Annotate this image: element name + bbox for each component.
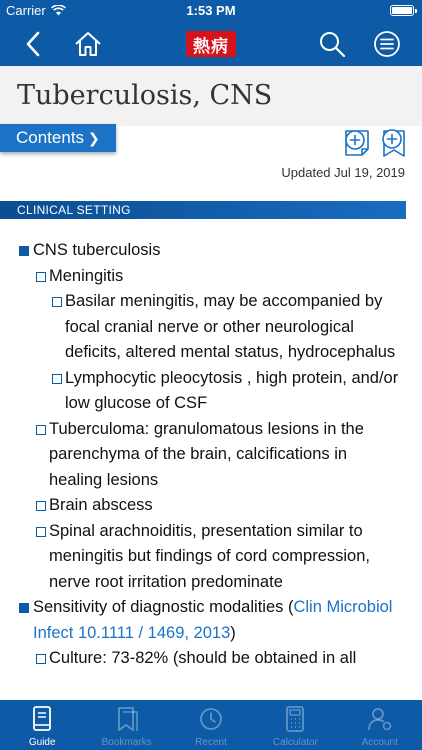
tab-label: Guide (28, 737, 56, 748)
list-item (0, 493, 422, 519)
hollow-square-bullet-icon (36, 501, 46, 511)
article-content (0, 238, 422, 700)
back-chevron-icon (25, 31, 41, 57)
list-item-text: Meningitis (49, 266, 124, 285)
recent-icon (198, 705, 224, 733)
tab-recent[interactable] (169, 700, 253, 750)
list-item (0, 595, 422, 646)
search-button[interactable] (316, 28, 348, 60)
filled-square-bullet-icon (19, 246, 29, 256)
status-bar (0, 0, 422, 22)
hollow-square-bullet-icon (36, 425, 46, 435)
page-title: Tuberculosis, CNS (17, 80, 273, 111)
hollow-square-bullet-icon (36, 272, 46, 282)
filled-square-bullet-icon (19, 603, 29, 613)
bookmarks-icon (114, 705, 140, 733)
tab-label: Bookmarks (101, 737, 152, 748)
list-item-text: ) (230, 623, 236, 642)
hollow-square-bullet-icon (52, 374, 62, 384)
search-icon (318, 30, 346, 58)
guide-icon (29, 705, 55, 733)
status-time: 1:53 PM (186, 3, 236, 18)
tab-label: Account (361, 737, 398, 748)
tab-account[interactable] (338, 700, 422, 750)
add-note-button[interactable] (343, 128, 375, 158)
carrier-label: Carrier (6, 3, 46, 18)
add-bookmark-icon (378, 128, 410, 158)
tab-label: Calculator (272, 737, 318, 748)
list-item-text: Sensitivity of diagnostic modalities ( (33, 598, 294, 616)
menu-icon (373, 30, 401, 58)
citation-link[interactable]: Clin Microbiol Infect 10.1111 / 1469, 2013 (33, 598, 393, 642)
list-item (0, 519, 422, 596)
list-item-text: Tuberculoma: granulomatous lesions in the parenchyma of the brain, calcifications in healing lesions (49, 419, 364, 489)
list-item (0, 366, 422, 417)
list-item (0, 289, 422, 366)
app-logo[interactable]: 熱病 (186, 31, 236, 57)
hollow-square-bullet-icon (36, 654, 46, 664)
hollow-square-bullet-icon (52, 297, 62, 307)
tab-label: Recent (195, 737, 227, 748)
menu-button[interactable] (371, 28, 403, 60)
chevron-right-icon: ❯ (88, 130, 100, 146)
title-bar (0, 66, 422, 126)
tab-calculator[interactable] (253, 700, 337, 750)
calculator-icon (282, 705, 308, 733)
tab-bookmarks[interactable] (84, 700, 168, 750)
tab-guide[interactable] (0, 700, 84, 750)
list-item-text: Brain abscess (49, 496, 153, 514)
account-icon (367, 705, 393, 733)
list-item (0, 264, 422, 290)
tab-bar (0, 700, 422, 750)
list-item (0, 238, 422, 264)
add-note-icon (343, 128, 375, 158)
contents-button[interactable] (0, 124, 116, 152)
back-button[interactable] (17, 28, 49, 60)
battery-icon (390, 5, 414, 16)
updated-date: Updated Jul 19, 2019 (281, 165, 405, 180)
section-header: CLINICAL SETTING (0, 201, 406, 219)
list-item-text: Lymphocytic pleocytosis , high protein, and/or low glucose of CSF (65, 368, 399, 412)
home-button[interactable] (72, 28, 104, 60)
add-bookmark-button[interactable] (378, 128, 410, 158)
contents-label: Contents (16, 128, 85, 147)
list-item (0, 417, 422, 494)
nav-bar (0, 22, 422, 66)
list-item-text: Culture: 73-82% (should be obtained in all (49, 649, 357, 667)
list-item-text: Basilar meningitis, may be accompanied by focal cranial nerve or other neurological deficits, altered mental status, hydrocephalus (65, 292, 396, 361)
home-icon (73, 30, 103, 58)
list-item-text: Spinal arachnoiditis, presentation similar to meningitis but findings of cord compression, nerve root irritation predominate (49, 521, 370, 591)
hollow-square-bullet-icon (36, 527, 46, 537)
list-item-text: CNS tuberculosis (33, 241, 161, 259)
list-item (0, 646, 422, 672)
